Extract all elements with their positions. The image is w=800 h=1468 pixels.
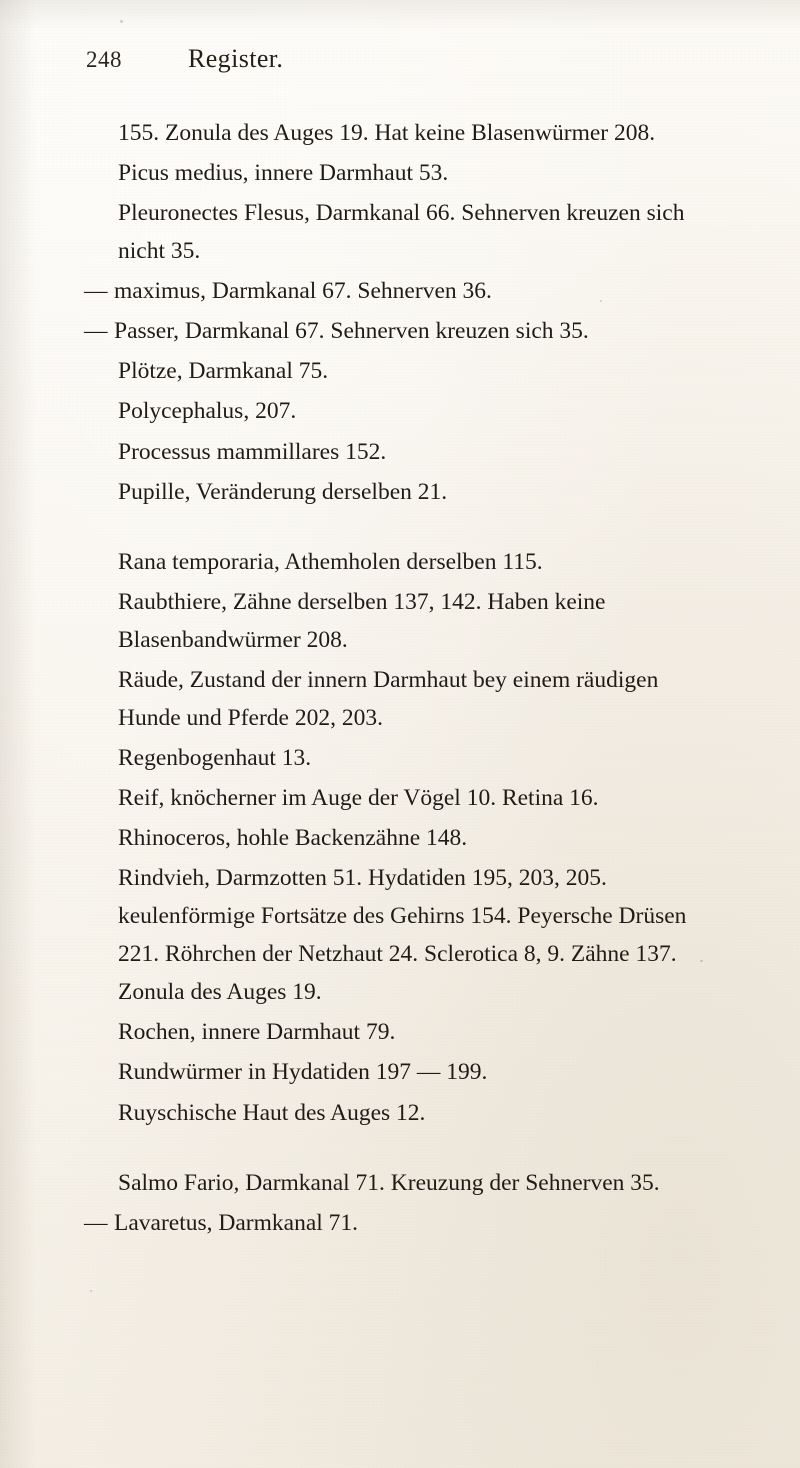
entry-text: Ruyschische Haut des Auges 12.	[118, 1099, 426, 1126]
page-content	[84, 44, 718, 1244]
index-entry-zonula	[84, 114, 718, 152]
entry-text: Reif, knöcherner im Auge der Vögel 10. Retina 16.	[118, 785, 599, 811]
entry-text: Passer, Darmkanal 67. Sehnerven kreuzen sich 35.	[114, 318, 589, 345]
entry-text: Rhinoceros, hohle Backenzähne 148.	[118, 825, 468, 852]
entry-text: Plötze, Darmkanal 75.	[118, 358, 329, 385]
entry-text: Salmo Fario, Darmkanal 71. Kreuzung der Sehnerven 35.	[118, 1169, 660, 1196]
index-entry-list	[84, 114, 718, 1242]
index-entry-salmo-fario	[84, 1164, 718, 1202]
entry-text: Rindvieh, Darmzotten 51. Hydatiden 195, 203, 205. keulenförmige Fortsätze des Gehirns 154. Peyersche Drüsen 221. Röhrchen der Netzhaut 24. Sclerotica 8, 9. Zähne 137. Zonula des Auges 19.	[118, 865, 687, 1006]
page-header	[84, 44, 718, 74]
entry-text: Rundwürmer in Hydatiden 197 — 199.	[118, 1059, 488, 1086]
index-entry-rundwuermer	[84, 1053, 718, 1091]
index-entry-salmo-lavaretus	[84, 1204, 718, 1242]
index-entry-raeude	[84, 661, 718, 737]
index-entry-raubthiere	[84, 583, 718, 659]
page-edge-shadow-left	[0, 0, 36, 1468]
entry-text: 155. Zonula des Auges 19. Hat keine Blasenwürmer 208.	[118, 120, 656, 146]
index-entry-rhinoceros	[84, 819, 718, 857]
entry-text: Polycephalus, 207.	[118, 398, 297, 425]
entry-dash: —	[84, 318, 108, 345]
index-entry-rana-temporaria	[84, 543, 718, 581]
index-entry-rochen	[84, 1013, 718, 1051]
entry-text: Raubthiere, Zähne derselben 137, 142. Haben keine Blasenbandwürmer 208.	[118, 588, 606, 653]
index-entry-rindvieh	[84, 859, 718, 1011]
paper-speck	[120, 20, 123, 23]
entry-text: Pleuronectes Flesus, Darmkanal 66. Sehnerven kreuzen sich nicht 35.	[118, 200, 685, 265]
index-entry-pleuronectes-maximus	[84, 272, 718, 310]
entry-dash: —	[84, 278, 108, 305]
entry-group-separator	[84, 513, 718, 543]
entry-dash: —	[84, 1209, 108, 1236]
index-entry-processus-mammillares	[84, 433, 718, 471]
entry-text: Picus medius, innere Darmhaut 53.	[118, 160, 449, 187]
index-entry-ploetze	[84, 352, 718, 390]
entry-text: Regenbogenhaut 13.	[118, 744, 312, 771]
entry-text: Pupille, Veränderung derselben 21.	[118, 478, 448, 505]
index-entry-regenbogenhaut	[84, 739, 718, 777]
entry-text: Processus mammillares 152.	[118, 438, 387, 465]
index-entry-polycephalus	[84, 392, 718, 430]
index-entry-pleuronectes-flesus	[84, 194, 718, 270]
entry-group-separator	[84, 1134, 718, 1164]
index-entry-reif	[84, 779, 718, 817]
index-entry-ruyschische-haut	[84, 1094, 718, 1132]
entry-text: Räude, Zustand der innern Darmhaut bey einem räudigen Hunde und Pferde 202, 203.	[118, 666, 659, 731]
entry-text: Rana temporaria, Athemholen derselben 115.	[118, 548, 543, 575]
entry-text: maximus, Darmkanal 67. Sehnerven 36.	[114, 278, 492, 305]
index-entry-pupille	[84, 473, 718, 511]
paper-speck	[90, 1290, 92, 1292]
entry-text: Lavaretus, Darmkanal 71.	[114, 1209, 359, 1236]
running-title: Register.	[188, 44, 284, 73]
page-number: 248	[86, 47, 122, 72]
entry-text: Rochen, innere Darmhaut 79.	[118, 1019, 396, 1046]
page-edge-shadow-top	[0, 0, 800, 30]
index-entry-pleuronectes-passer	[84, 312, 718, 350]
index-entry-picus-medius	[84, 154, 718, 192]
